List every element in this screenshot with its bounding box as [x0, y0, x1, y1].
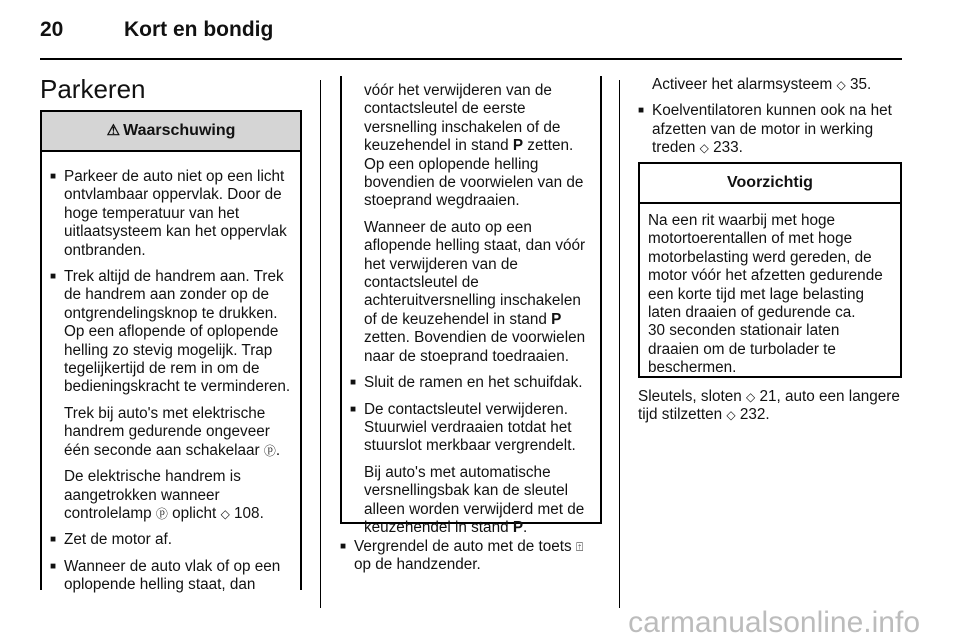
reference-icon: ◇ — [220, 506, 230, 521]
lock-key-icon: ⍐ — [575, 540, 584, 554]
warning-box — [40, 110, 302, 594]
list-item — [50, 168, 292, 260]
reference-icon: ◇ — [699, 141, 709, 156]
list-item-text: Parkeer de auto niet op een licht ontvlambaar oppervlak. Door de hoge temperatuur van het uitlaatsysteem kan het oppervlak ontbranden. — [64, 168, 287, 259]
warning-triangle-icon: ⚠ — [106, 121, 121, 139]
column-divider-2 — [619, 80, 620, 608]
paragraph: 30 seconden stationair laten draaien om de turbolader te beschermen. — [648, 322, 840, 377]
caution-box-header — [640, 164, 900, 204]
list-item-text: Trek altijd de handrem aan. Trek de handrem aan zonder op de ontgrendelingsknop te drukken. Op een aflopende of oplopende helling zo stevig mogelijk. Trap tegelijkertijd de rem in om de bedieningskracht te verminderen. — [64, 268, 291, 396]
list-item-text: Zet de motor af. — [64, 531, 172, 549]
reference-icon: ◇ — [726, 408, 736, 423]
reference-icon: ◇ — [746, 390, 756, 404]
list-item-text: Sluit de ramen en het schuifdak. — [364, 374, 583, 392]
list-item — [638, 102, 902, 157]
bullet-icon: ■ — [350, 377, 357, 389]
list-item — [350, 401, 592, 456]
paragraph: Bij auto's met automatische versnellingsbak kan de sleutel alleen worden verwijderd met de keuzehendel in stand P. — [364, 463, 585, 536]
list-item-text: De contactsleutel verwijderen. Stuurwiel verdraaien totdat het stuurslot merkbaar vergrendelt. — [364, 400, 576, 455]
list-item-text: Wanneer de auto vlak of op een oplopende helling staat, dan — [64, 557, 281, 594]
paragraph: vóór het verwijderen van de contactsleutel de eerste versnelling inschakelen of de keuzehendel in stand P zetten. Op een oplopende helling bovendien de voorwielen van de stoeprand wegdraaien. — [364, 82, 584, 210]
page-header-title: Kort en bondig — [124, 18, 274, 41]
paragraph: Trek bij auto's met elektrische handrem gedurende ongeveer één seconde aan schakelaar ⓟ. — [64, 404, 281, 459]
park-brake-icon: ⓟ — [263, 443, 276, 458]
bullet-icon: ■ — [638, 105, 645, 117]
list-item — [350, 374, 592, 392]
list-item-text: Koelventilatoren kunnen ook na het afzetten van de motor in werking treden ◇ 233. — [652, 102, 892, 157]
paragraph: De elektrische handrem is aangetrokken wanneer controlelamp ⓟ oplicht ◇ 108. — [64, 468, 264, 522]
bullet-icon: ■ — [50, 534, 57, 546]
list-item — [50, 268, 292, 397]
bullet-icon: ■ — [50, 560, 57, 572]
warning-box-header — [42, 112, 300, 152]
park-brake-icon: ⓟ — [155, 506, 168, 521]
bullet-icon: ■ — [340, 541, 347, 552]
list-item — [50, 531, 292, 549]
list-item — [340, 538, 602, 575]
column3-refs — [638, 388, 902, 433]
column-divider-1 — [320, 80, 321, 608]
warning-title: Waarschuwing — [123, 121, 236, 139]
reference-icon: ◇ — [836, 78, 846, 92]
column3-top — [638, 76, 902, 166]
paragraph: Activeer het alarmsysteem ◇ 35. — [652, 76, 872, 93]
caution-box — [638, 162, 902, 378]
caution-body — [640, 204, 900, 392]
warning-body-continued — [342, 76, 600, 551]
paragraph: Sleutels, sloten ◇ 21, auto een langere tijd stilzetten ◇ 232. — [638, 388, 900, 424]
header-rule — [40, 58, 902, 60]
section-title: Parkeren — [40, 74, 146, 104]
bullet-icon: ■ — [50, 171, 57, 182]
bullet-icon: ■ — [50, 271, 57, 283]
caution-title: Voorzichtig — [727, 173, 813, 191]
warning-box-continued — [340, 76, 602, 536]
page-number: 20 — [40, 18, 64, 41]
paragraph: Wanneer de auto op een aflopende helling staat, dan vóór het verwijderen van de contactsleutel de achteruitversnelling inschakelen of de keuzehendel in stand P zetten. Bovendien de voorwielen naar de stoeprand toedraaien. — [364, 218, 586, 365]
paragraph: Na een rit waarbij met hoge motortoerentallen of met hoge motorbelasting werd gereden, de motor vóór het afzetten gedurende een korte tijd met lage belasting laten draaien of gedurende ca. — [648, 212, 883, 322]
footer-watermark: carmanualsonline.info — [628, 606, 920, 639]
bullet-icon: ■ — [350, 403, 357, 415]
list-item-text: Vergrendel de auto met de toets ⍐ op de handzender. — [354, 538, 584, 574]
column2-after-box — [340, 538, 602, 583]
warning-body — [42, 152, 300, 609]
list-item — [50, 558, 292, 595]
